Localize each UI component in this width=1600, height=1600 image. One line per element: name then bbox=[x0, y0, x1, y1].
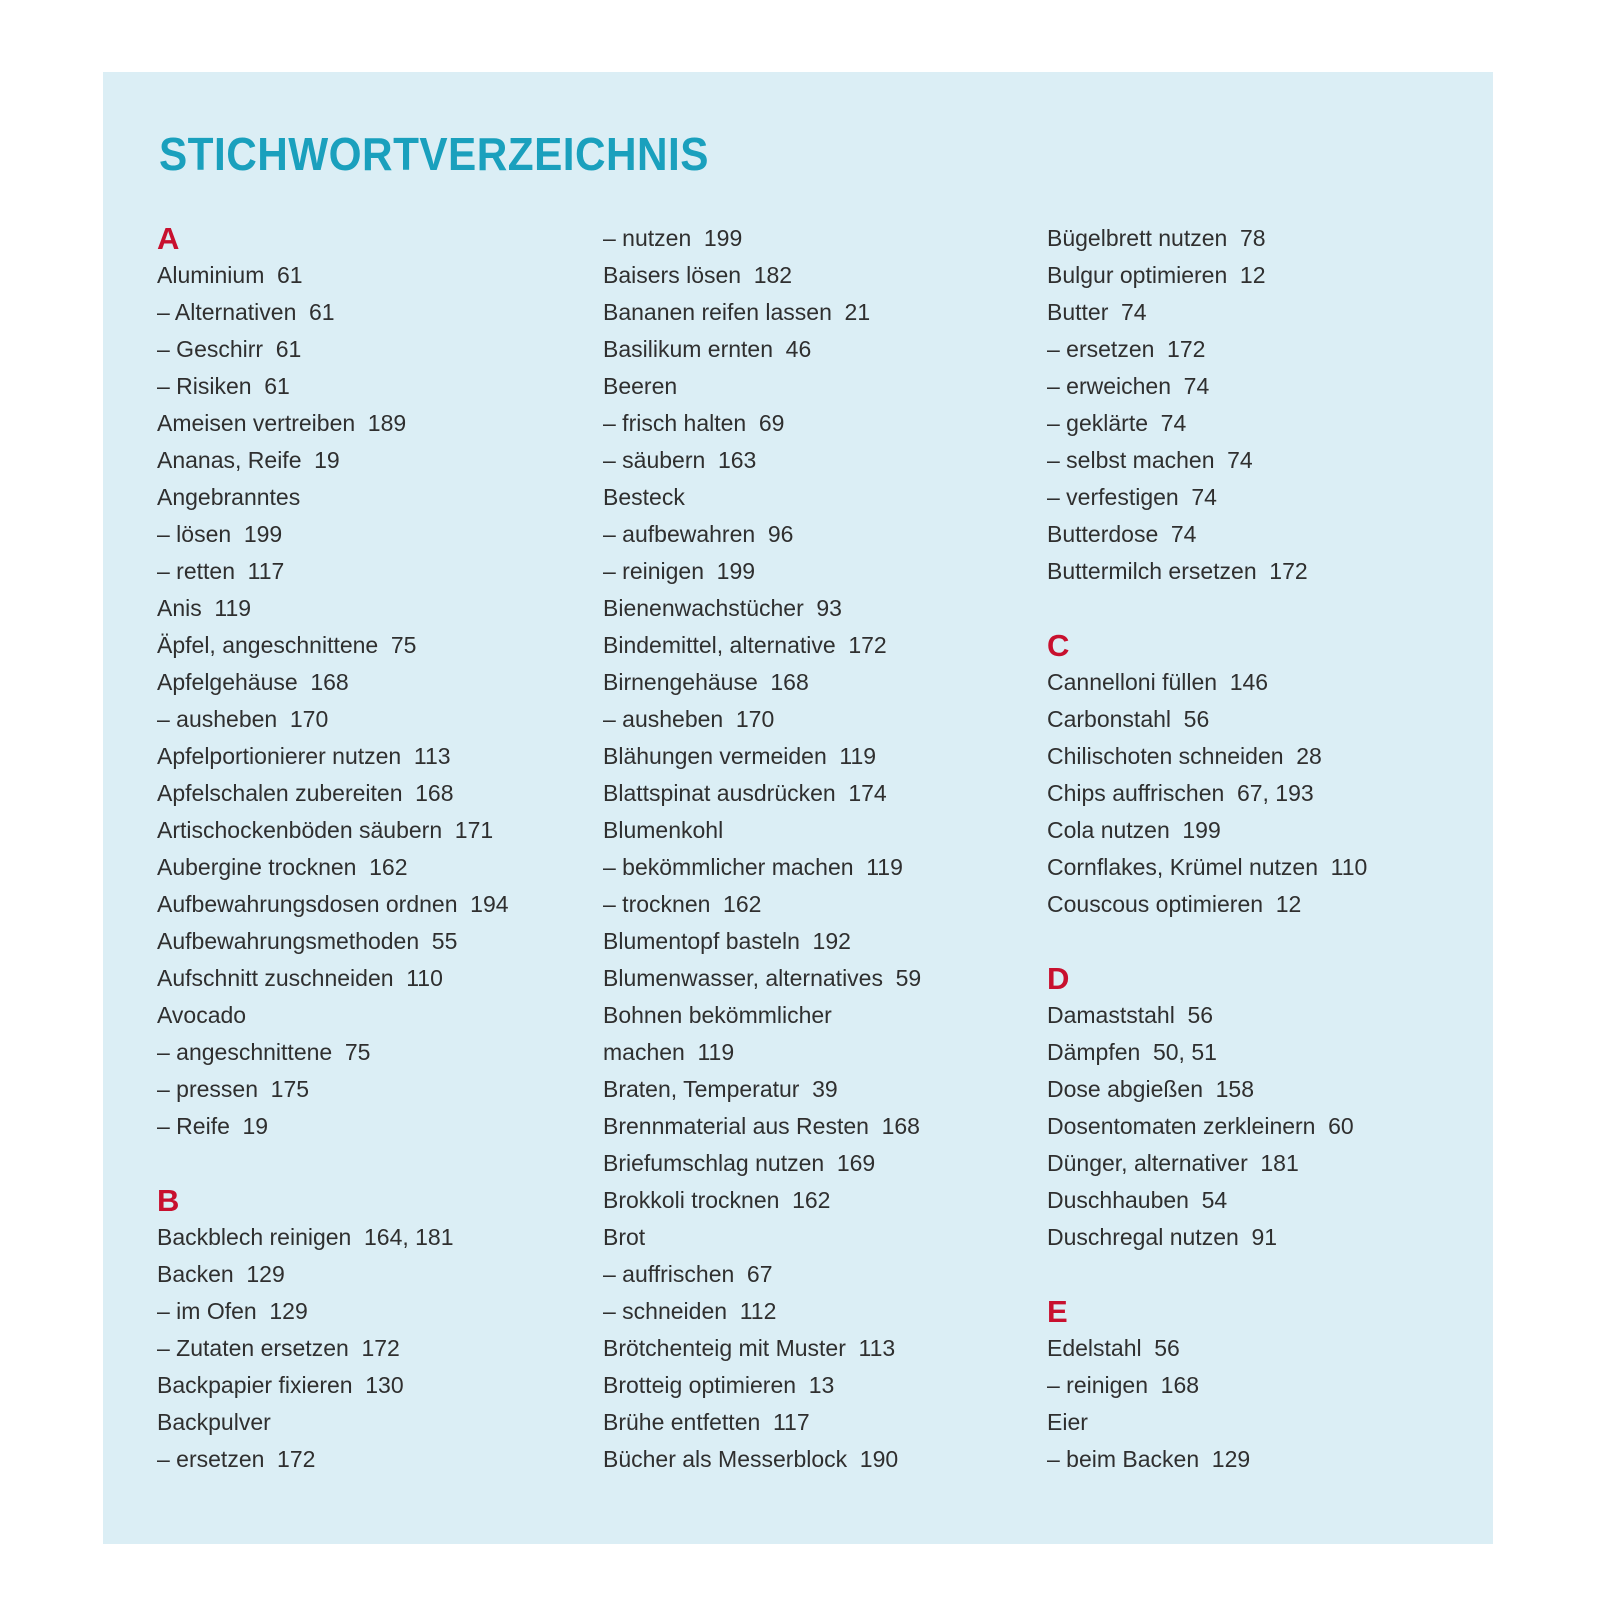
index-term: Aufbewahrungsdosen ordnen bbox=[157, 891, 458, 917]
index-page-number: 168 bbox=[881, 1113, 920, 1139]
index-term: Aufschnitt zuschneiden bbox=[157, 965, 394, 991]
index-term: Blumenwasser, alternatives bbox=[603, 965, 883, 991]
index-entry bbox=[1047, 553, 1467, 590]
page-title: STICHWORTVERZEICHNIS bbox=[159, 128, 709, 180]
index-entry bbox=[603, 738, 1023, 775]
index-entry bbox=[603, 368, 1023, 405]
index-term: Anis bbox=[157, 595, 202, 621]
index-entry bbox=[157, 997, 577, 1034]
index-entry bbox=[157, 1034, 577, 1071]
index-entry bbox=[603, 1108, 1023, 1145]
index-term: Bienenwachstücher bbox=[603, 595, 804, 621]
index-entry bbox=[603, 997, 1023, 1034]
index-page-number: 190 bbox=[859, 1446, 899, 1472]
index-page-number: 172 bbox=[1269, 558, 1308, 584]
index-page-number: 54 bbox=[1201, 1187, 1228, 1213]
index-term: Brennmaterial aus Resten bbox=[603, 1113, 869, 1139]
index-entry bbox=[603, 812, 1023, 849]
index-entry bbox=[603, 775, 1023, 812]
index-page-number: 93 bbox=[816, 595, 842, 621]
index-entry bbox=[157, 1404, 577, 1441]
index-entry bbox=[603, 886, 1023, 923]
index-term: Apfelschalen zubereiten bbox=[157, 780, 403, 806]
index-term: Blähungen vermeiden bbox=[603, 743, 827, 769]
index-term: Ameisen vertreiben bbox=[157, 410, 356, 436]
index-term: Cornflakes, Krümel nutzen bbox=[1047, 854, 1319, 880]
index-term: – angeschnittene bbox=[157, 1039, 333, 1065]
index-entry bbox=[157, 553, 577, 590]
index-page-number: 199 bbox=[703, 225, 743, 251]
index-page-number: 172 bbox=[277, 1446, 316, 1472]
index-entry bbox=[157, 701, 577, 738]
index-page-number: 146 bbox=[1229, 669, 1269, 695]
section-letter: C bbox=[1047, 628, 1070, 663]
index-term: Apfelportionierer nutzen bbox=[157, 743, 402, 769]
index-page-number: 163 bbox=[717, 447, 757, 473]
section-spacer bbox=[1047, 1256, 1467, 1293]
index-term: Blumentopf basteln bbox=[603, 928, 800, 954]
index-page-number: 91 bbox=[1251, 1224, 1278, 1250]
index-term: – schneiden bbox=[603, 1298, 728, 1324]
index-entry bbox=[1047, 812, 1467, 849]
index-page-number: 74 bbox=[1160, 410, 1187, 436]
index-term: Chips auffrischen bbox=[1047, 780, 1225, 806]
index-page-number: 78 bbox=[1239, 225, 1266, 251]
index-page-number: 74 bbox=[1170, 521, 1197, 547]
index-term: – ausheben bbox=[603, 706, 724, 732]
index-page-number: 112 bbox=[739, 1298, 777, 1324]
index-entry bbox=[603, 590, 1023, 627]
index-term: Bohnen bekömmlicher bbox=[603, 1002, 832, 1028]
section-letter: B bbox=[157, 1183, 180, 1218]
index-entry bbox=[603, 960, 1023, 997]
index-entry bbox=[157, 1071, 577, 1108]
index-term: – säubern bbox=[603, 447, 706, 473]
index-page-number: 19 bbox=[242, 1113, 269, 1139]
index-page-number: 162 bbox=[792, 1187, 831, 1213]
index-entry bbox=[157, 849, 577, 886]
index-entry bbox=[1047, 1071, 1467, 1108]
index-term: Avocado bbox=[157, 1002, 247, 1028]
index-page-number: 172 bbox=[848, 632, 887, 658]
index-entry bbox=[1047, 1330, 1467, 1367]
index-entry bbox=[1047, 220, 1467, 257]
index-page-number: 61 bbox=[264, 373, 290, 399]
index-term: – retten bbox=[157, 558, 235, 584]
index-term: Butterdose bbox=[1047, 521, 1159, 547]
index-page-number: 59 bbox=[895, 965, 922, 991]
index-page-number: 192 bbox=[812, 928, 851, 954]
index-term: – auffrischen bbox=[603, 1261, 735, 1287]
index-entry bbox=[603, 1404, 1023, 1441]
index-entry bbox=[603, 1330, 1023, 1367]
index-term: Baisers lösen bbox=[603, 262, 742, 288]
index-entry bbox=[157, 738, 577, 775]
index-term: – Risiken bbox=[157, 373, 252, 399]
index-entry bbox=[1047, 368, 1467, 405]
index-term: Brokkoli trocknen bbox=[603, 1187, 780, 1213]
index-term: Backpulver bbox=[157, 1409, 271, 1435]
index-term: Blumenkohl bbox=[603, 817, 724, 843]
index-page-number: 168 bbox=[415, 780, 454, 806]
index-entry bbox=[157, 1108, 577, 1145]
index-entry bbox=[603, 923, 1023, 960]
index-entry bbox=[157, 627, 577, 664]
index-page-number: 96 bbox=[767, 521, 794, 547]
index-page-number: 129 bbox=[269, 1298, 308, 1324]
index-entry bbox=[157, 442, 577, 479]
index-entry bbox=[603, 1034, 1023, 1071]
index-term: Dämpfen bbox=[1047, 1039, 1141, 1065]
index-entry bbox=[157, 479, 577, 516]
index-page-number: 174 bbox=[848, 780, 887, 806]
index-panel bbox=[103, 72, 1493, 1544]
index-entry bbox=[157, 923, 577, 960]
index-term: – im Ofen bbox=[157, 1298, 257, 1324]
index-entry bbox=[1047, 1404, 1467, 1441]
index-term: – bekömmlicher machen bbox=[603, 854, 854, 880]
index-term: Ananas, Reife bbox=[157, 447, 302, 473]
section-letter: D bbox=[1047, 961, 1070, 996]
index-page-number: 12 bbox=[1275, 891, 1302, 917]
index-entry bbox=[157, 257, 577, 294]
index-page-number: 69 bbox=[758, 410, 785, 436]
index-term: – lösen bbox=[157, 521, 232, 547]
index-entry bbox=[1047, 849, 1467, 886]
index-page-number: 39 bbox=[812, 1076, 838, 1102]
index-page-number: 168 bbox=[770, 669, 809, 695]
index-entry bbox=[1047, 331, 1467, 368]
index-entry bbox=[1047, 257, 1467, 294]
index-page-number: 199 bbox=[716, 558, 756, 584]
index-term: – ersetzen bbox=[1047, 336, 1155, 362]
index-page-number: 75 bbox=[390, 632, 417, 658]
index-term: – aufbewahren bbox=[603, 521, 756, 547]
index-page-number: 129 bbox=[1211, 1446, 1251, 1472]
index-entry bbox=[603, 516, 1023, 553]
index-page-number: 172 bbox=[1167, 336, 1206, 362]
index-entry bbox=[603, 220, 1023, 257]
index-page-number: 181 bbox=[1260, 1150, 1299, 1176]
index-term: Backpapier fixieren bbox=[157, 1372, 353, 1398]
index-page-number: 60 bbox=[1328, 1113, 1354, 1139]
section-spacer bbox=[1047, 923, 1467, 960]
index-page-number: 130 bbox=[365, 1372, 404, 1398]
index-term: Damaststahl bbox=[1047, 1002, 1175, 1028]
index-term: Aluminium bbox=[157, 262, 265, 288]
index-page-number: 61 bbox=[277, 262, 303, 288]
index-entry bbox=[603, 627, 1023, 664]
index-entry bbox=[603, 1293, 1023, 1330]
index-page-number: 119 bbox=[839, 743, 877, 769]
index-page-number: 61 bbox=[309, 299, 335, 325]
index-term: – nutzen bbox=[603, 225, 692, 251]
index-term: – ausheben bbox=[157, 706, 278, 732]
index-term: Backblech reinigen bbox=[157, 1224, 352, 1250]
index-page-number: 194 bbox=[470, 891, 509, 917]
index-page-number: 171 bbox=[454, 817, 494, 843]
index-term: Couscous optimieren bbox=[1047, 891, 1264, 917]
index-entry bbox=[157, 1256, 577, 1293]
index-entry bbox=[157, 294, 577, 331]
index-entry bbox=[1047, 1034, 1467, 1071]
index-term: Dose abgießen bbox=[1047, 1076, 1203, 1102]
index-entry bbox=[157, 590, 577, 627]
index-entry bbox=[1047, 886, 1467, 923]
index-entry bbox=[157, 664, 577, 701]
index-entry bbox=[157, 1219, 577, 1256]
index-entry bbox=[1047, 664, 1467, 701]
index-column-1 bbox=[157, 220, 577, 1478]
index-entry bbox=[603, 701, 1023, 738]
index-term: Bananen reifen lassen bbox=[603, 299, 832, 325]
index-column-2 bbox=[603, 220, 1023, 1478]
index-page-number: 182 bbox=[753, 262, 793, 288]
index-entry bbox=[1047, 1145, 1467, 1182]
index-term: Apfelgehäuse bbox=[157, 669, 298, 695]
index-page-number: 158 bbox=[1215, 1076, 1255, 1102]
index-entry bbox=[603, 442, 1023, 479]
section-spacer bbox=[1047, 590, 1467, 627]
index-entry bbox=[157, 405, 577, 442]
index-entry bbox=[1047, 516, 1467, 553]
index-column-3 bbox=[1047, 220, 1467, 1478]
index-page-number: 74 bbox=[1183, 373, 1210, 399]
index-page-number: 67, 193 bbox=[1236, 780, 1314, 806]
index-page-number: 110 bbox=[406, 965, 443, 991]
index-term: Briefumschlag nutzen bbox=[603, 1150, 825, 1176]
index-entry bbox=[603, 294, 1023, 331]
index-term: Duschhauben bbox=[1047, 1187, 1189, 1213]
index-page-number: 21 bbox=[844, 299, 871, 325]
index-entry bbox=[603, 849, 1023, 886]
index-page-number: 175 bbox=[270, 1076, 310, 1102]
index-page-number: 12 bbox=[1239, 262, 1266, 288]
index-page-number: 28 bbox=[1296, 743, 1322, 769]
index-page-number: 119 bbox=[214, 595, 252, 621]
index-page-number: 119 bbox=[866, 854, 903, 880]
index-entry bbox=[1047, 1441, 1467, 1478]
index-entry bbox=[157, 1330, 577, 1367]
index-page-number: 75 bbox=[344, 1039, 371, 1065]
index-entry bbox=[603, 664, 1023, 701]
index-entry bbox=[1047, 701, 1467, 738]
index-page-number: 55 bbox=[431, 928, 458, 954]
index-term: – Zutaten ersetzen bbox=[157, 1335, 349, 1361]
section-letter: A bbox=[157, 221, 180, 256]
section-spacer bbox=[157, 1145, 577, 1182]
index-entry bbox=[157, 331, 577, 368]
index-term: – ersetzen bbox=[157, 1446, 265, 1472]
index-entry bbox=[157, 1441, 577, 1478]
index-entry bbox=[1047, 997, 1467, 1034]
index-term: Besteck bbox=[603, 484, 685, 510]
index-term: Butter bbox=[1047, 299, 1109, 325]
index-page-number: 119 bbox=[697, 1039, 735, 1065]
index-entry bbox=[603, 1219, 1023, 1256]
index-page-number: 169 bbox=[836, 1150, 876, 1176]
index-term: – selbst machen bbox=[1047, 447, 1215, 473]
index-page-number: 56 bbox=[1154, 1335, 1180, 1361]
index-entry bbox=[157, 960, 577, 997]
index-term: – Reife bbox=[157, 1113, 230, 1139]
index-term: Brötchenteig mit Muster bbox=[603, 1335, 846, 1361]
index-entry bbox=[1047, 405, 1467, 442]
index-entry bbox=[1047, 294, 1467, 331]
index-entry bbox=[603, 553, 1023, 590]
index-page-number: 129 bbox=[246, 1261, 285, 1287]
index-entry bbox=[157, 812, 577, 849]
index-entry bbox=[603, 405, 1023, 442]
index-term: Dünger, alternativer bbox=[1047, 1150, 1248, 1176]
index-page-number: 113 bbox=[858, 1335, 896, 1361]
index-entry bbox=[603, 1367, 1023, 1404]
index-term: – Alternativen bbox=[157, 299, 297, 325]
index-entry bbox=[157, 775, 577, 812]
index-page-number: 199 bbox=[243, 521, 283, 547]
index-term: Duschregal nutzen bbox=[1047, 1224, 1239, 1250]
index-term: Cola nutzen bbox=[1047, 817, 1170, 843]
index-term: – beim Backen bbox=[1047, 1446, 1200, 1472]
index-page-number: 74 bbox=[1191, 484, 1217, 510]
index-term: – Geschirr bbox=[157, 336, 264, 362]
index-entry bbox=[157, 1367, 577, 1404]
index-page-number: 13 bbox=[808, 1372, 835, 1398]
index-term: machen bbox=[603, 1039, 685, 1065]
index-page-number: 110 bbox=[1330, 854, 1368, 880]
index-term: – reinigen bbox=[1047, 1372, 1149, 1398]
index-page-number: 19 bbox=[314, 447, 340, 473]
index-page-number: 56 bbox=[1187, 1002, 1214, 1028]
index-page-number: 74 bbox=[1121, 299, 1147, 325]
index-term: Dosentomaten zerkleinern bbox=[1047, 1113, 1316, 1139]
index-entry bbox=[1047, 1182, 1467, 1219]
index-term: – erweichen bbox=[1047, 373, 1172, 399]
index-term: Edelstahl bbox=[1047, 1335, 1142, 1361]
index-term: Eier bbox=[1047, 1409, 1088, 1435]
index-term: Basilikum ernten bbox=[603, 336, 774, 362]
index-entry bbox=[603, 1071, 1023, 1108]
index-page-number: 172 bbox=[361, 1335, 400, 1361]
index-page-number: 74 bbox=[1227, 447, 1253, 473]
index-term: Angebranntes bbox=[157, 484, 301, 510]
index-term: – trocknen bbox=[603, 891, 711, 917]
index-term: Blattspinat ausdrücken bbox=[603, 780, 836, 806]
index-term: Beeren bbox=[603, 373, 678, 399]
index-entry bbox=[603, 1145, 1023, 1182]
index-term: Äpfel, angeschnittene bbox=[157, 632, 379, 658]
index-page-number: 117 bbox=[247, 558, 285, 584]
index-page-number: 164, 181 bbox=[363, 1224, 454, 1250]
index-entry bbox=[603, 1256, 1023, 1293]
index-term: Carbonstahl bbox=[1047, 706, 1172, 732]
index-entry bbox=[603, 331, 1023, 368]
index-entry bbox=[1047, 442, 1467, 479]
index-entry bbox=[1047, 1219, 1467, 1256]
index-term: Chilischoten schneiden bbox=[1047, 743, 1284, 769]
index-term: Backen bbox=[157, 1261, 234, 1287]
index-term: Aubergine trocknen bbox=[157, 854, 357, 880]
index-page-number: 61 bbox=[275, 336, 302, 362]
index-term: Bindemittel, alternative bbox=[603, 632, 836, 658]
index-term: Brot bbox=[603, 1224, 646, 1250]
index-term: Brühe entfetten bbox=[603, 1409, 761, 1435]
index-entry bbox=[157, 886, 577, 923]
index-page-number: 199 bbox=[1182, 817, 1221, 843]
index-term: Bügelbrett nutzen bbox=[1047, 225, 1228, 251]
index-entry bbox=[157, 1293, 577, 1330]
index-term: Braten, Temperatur bbox=[603, 1076, 800, 1102]
index-entry bbox=[1047, 738, 1467, 775]
index-term: – pressen bbox=[157, 1076, 259, 1102]
index-page-number: 189 bbox=[367, 410, 407, 436]
index-page-number: 117 bbox=[772, 1409, 810, 1435]
index-page-number: 56 bbox=[1183, 706, 1210, 732]
index-page-number: 162 bbox=[369, 854, 408, 880]
index-page-number: 46 bbox=[785, 336, 812, 362]
index-term: Bücher als Messerblock bbox=[603, 1446, 848, 1472]
index-term: Cannelloni füllen bbox=[1047, 669, 1218, 695]
index-term: Bulgur optimieren bbox=[1047, 262, 1228, 288]
index-entry bbox=[603, 1441, 1023, 1478]
index-page-number: 50, 51 bbox=[1152, 1039, 1217, 1065]
index-term: – reinigen bbox=[603, 558, 705, 584]
index-entry bbox=[157, 516, 577, 553]
index-term: Brotteig optimieren bbox=[603, 1372, 797, 1398]
index-page-number: 168 bbox=[310, 669, 349, 695]
index-term: – geklärte bbox=[1047, 410, 1149, 436]
index-page-number: 168 bbox=[1160, 1372, 1200, 1398]
index-entry bbox=[1047, 1108, 1467, 1145]
section-letter: E bbox=[1047, 1294, 1068, 1329]
index-entry bbox=[1047, 479, 1467, 516]
index-page-number: 170 bbox=[289, 706, 329, 732]
index-page-number: 113 bbox=[413, 743, 451, 769]
index-term: – verfestigen bbox=[1047, 484, 1179, 510]
index-term: Aufbewahrungsmethoden bbox=[157, 928, 420, 954]
index-entry bbox=[603, 1182, 1023, 1219]
index-page-number: 67 bbox=[746, 1261, 773, 1287]
index-entry bbox=[1047, 775, 1467, 812]
index-entry bbox=[157, 368, 577, 405]
index-entry bbox=[1047, 1367, 1467, 1404]
index-entry bbox=[603, 257, 1023, 294]
index-entry bbox=[603, 479, 1023, 516]
index-term: – frisch halten bbox=[603, 410, 747, 436]
index-term: Artischockenböden säubern bbox=[157, 817, 443, 843]
index-term: Birnengehäuse bbox=[603, 669, 758, 695]
index-page-number: 162 bbox=[723, 891, 762, 917]
index-term: Buttermilch ersetzen bbox=[1047, 558, 1257, 584]
index-page-number: 170 bbox=[735, 706, 775, 732]
